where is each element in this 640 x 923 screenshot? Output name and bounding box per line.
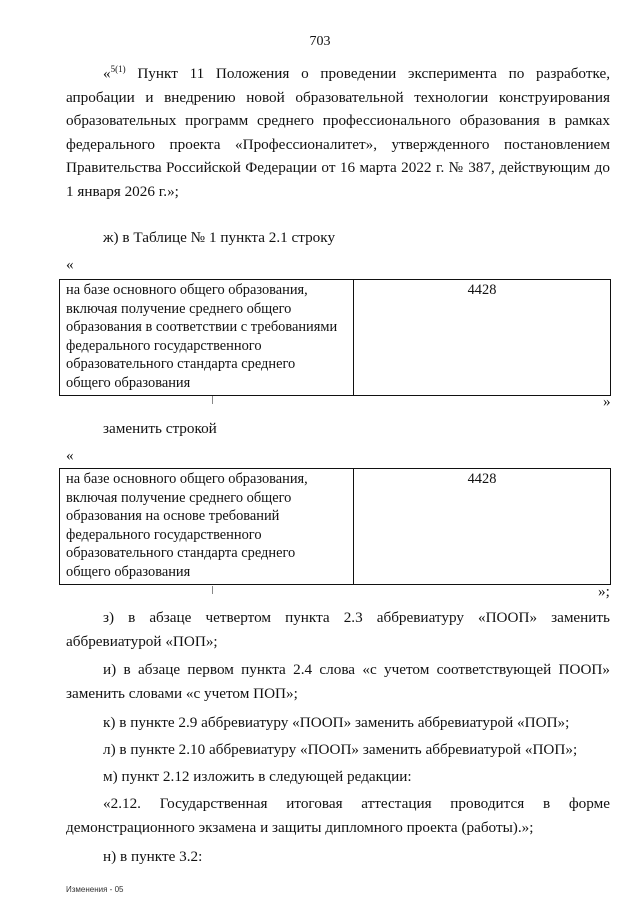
- table-new-value: 4428: [467, 471, 497, 487]
- item-l: л) в пункте 2.10 аббревиатуру «ПООП» заменить аббревиатурой «ПОП»;: [103, 741, 578, 758]
- paragraph-5-1: [66, 62, 610, 204]
- quote-close-2: »;: [598, 583, 610, 600]
- item-n: н) в пункте 3.2:: [103, 848, 203, 865]
- item-zh: ж) в Таблице № 1 пункта 2.1 строку: [103, 229, 336, 246]
- scan-speck: [212, 586, 213, 594]
- page-number: 703: [309, 34, 331, 49]
- quote-close-1: »: [603, 393, 611, 410]
- table-old-row: [59, 279, 611, 396]
- table-new-description: на базе основного общего образования, включая получение среднего общего образования на основе требований федерального государственного образовательного стандарта среднего общего образования: [60, 469, 354, 584]
- item-k: к) в пункте 2.9 аббревиатуру «ПООП» заменить аббревиатурой «ПОП»;: [103, 714, 570, 731]
- paragraph-2-12: «2.12. Государственная итоговая аттестация проводится в форме демонстрационного экзамена и защиты дипломного проекта (работы).»;: [66, 795, 610, 836]
- item-m: м) пункт 2.12 изложить в следующей редакции:: [103, 768, 412, 785]
- footnote-marker: 5(1): [110, 64, 126, 74]
- item-z: з) в абзаце четвертом пункта 2.3 аббревиатуру «ПООП» заменить аббревиатурой «ПОП»;: [66, 609, 610, 650]
- replace-line: заменить строкой: [103, 420, 217, 437]
- table-old-description: на базе основного общего образования, включая получение среднего общего образования в соответствии с требованиями федерального государственного образовательного стандарта среднего общего образования: [60, 280, 354, 395]
- table-new-row: [59, 468, 611, 585]
- item-i: и) в абзаце первом пункта 2.4 слова «с учетом соответствующей ПООП» заменить словами «с учетом ПОП»;: [66, 661, 610, 702]
- quote-open-1: «: [66, 256, 74, 273]
- table-old-value: 4428: [467, 282, 497, 298]
- scan-speck: [212, 396, 213, 404]
- quote-mark: «: [103, 65, 111, 82]
- quote-open-2: «: [66, 447, 74, 464]
- footer-label: Изменения - 05: [66, 885, 124, 894]
- paragraph-5-1-text: Пункт 11 Положения о проведении эксперимента по разработке, апробации и внедрению новой образовательной технологии конструирования образовательных программ среднего профессионального образования в рамках федерального проекта «Профессионалитет», утвержденного постановлением Правительства Российской Федерации от 16 марта 2022 г. № 387, действующим до 1 января 2026 г.»;: [66, 65, 610, 200]
